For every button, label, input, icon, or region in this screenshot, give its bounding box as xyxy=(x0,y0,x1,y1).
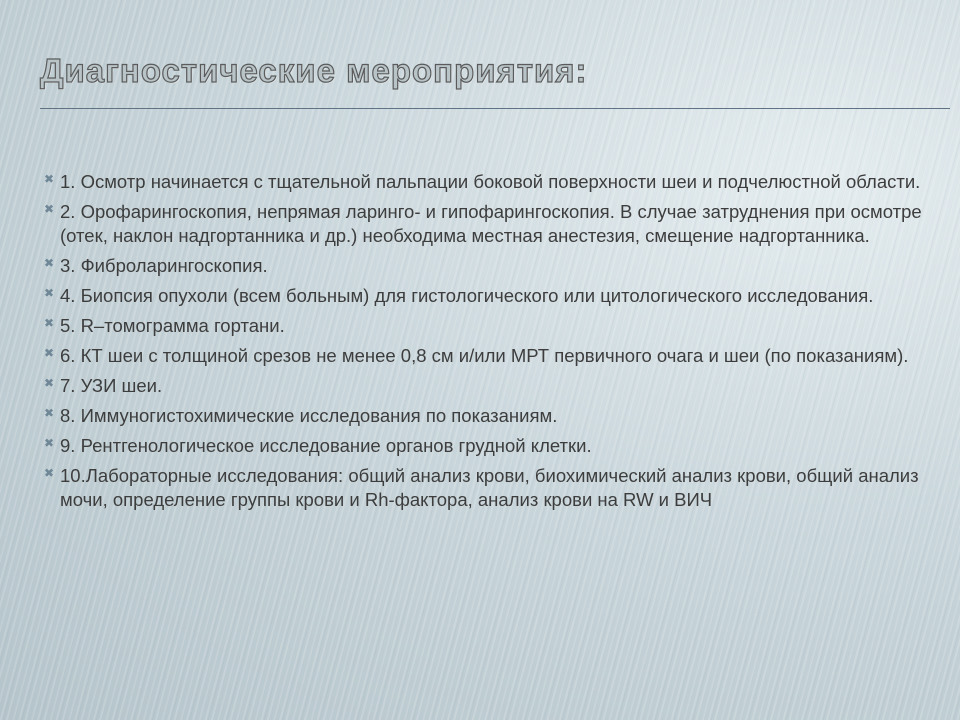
bullet-list xyxy=(44,170,924,518)
bullet-item xyxy=(44,314,924,338)
slide-title: Диагностические мероприятия: xyxy=(40,52,588,89)
bullet-item xyxy=(44,254,924,278)
bullet-text: 1. Осмотр начинается с тщательной пальпации боковой поверхности шеи и подчелюстной области. xyxy=(60,171,921,192)
bullet-text: 6. КТ шеи с толщиной срезов не менее 0,8 см и/или МРТ первичного очага и шеи (по показаниям). xyxy=(60,345,909,366)
x-mark-icon: ✖ xyxy=(44,286,55,300)
x-mark-icon: ✖ xyxy=(44,406,55,420)
x-mark-icon: ✖ xyxy=(44,316,55,330)
bullet-text: 8. Иммуногистохимические исследования по показаниям. xyxy=(60,405,558,426)
x-mark-icon: ✖ xyxy=(44,346,55,360)
x-mark-icon: ✖ xyxy=(44,202,55,216)
x-mark-icon: ✖ xyxy=(44,436,55,450)
bullet-text: 10.Лабораторные исследования: общий анализ крови, биохимический анализ крови, общий анализ мочи, определение группы крови и Rh-фактора, анализ крови на RW и ВИЧ xyxy=(60,465,919,510)
x-mark-icon: ✖ xyxy=(44,376,55,390)
bullet-text: 9. Рентгенологическое исследование органов грудной клетки. xyxy=(60,435,592,456)
bullet-item xyxy=(44,200,924,248)
bullet-text: 4. Биопсия опухоли (всем больным) для гистологического или цитологического исследования. xyxy=(60,285,874,306)
bullet-item xyxy=(44,374,924,398)
title-underline xyxy=(40,108,950,109)
bullet-item xyxy=(44,434,924,458)
bullet-text: 3. Фиброларингоскопия. xyxy=(60,255,268,276)
bullet-item xyxy=(44,344,924,368)
x-mark-icon: ✖ xyxy=(44,466,55,480)
bullet-text: 7. УЗИ шеи. xyxy=(60,375,163,396)
bullet-text: 5. R–томограмма гортани. xyxy=(60,315,285,336)
bullet-item xyxy=(44,464,924,512)
bullet-item xyxy=(44,170,924,194)
bullet-text: 2. Орофарингоскопия, непрямая ларинго- и гипофарингоскопия. В случае затруднения при осмотре (отек, наклон надгортанника и др.) необходима местная анестезия, смещение надгортанника. xyxy=(60,201,922,246)
x-mark-icon: ✖ xyxy=(44,172,55,186)
bullet-item xyxy=(44,284,924,308)
bullet-item xyxy=(44,404,924,428)
x-mark-icon: ✖ xyxy=(44,256,55,270)
